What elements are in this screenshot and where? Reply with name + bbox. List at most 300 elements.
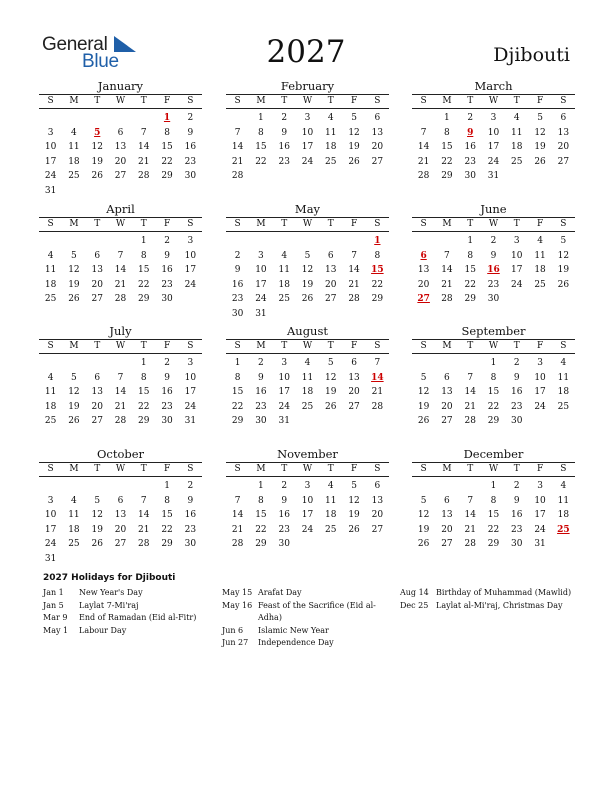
day-cell: 13 [371, 127, 384, 138]
day-cell: 24 [534, 401, 546, 412]
day-grid [226, 111, 389, 184]
day-cell: 11 [325, 495, 337, 506]
weekday-label: T [281, 464, 288, 474]
day-cell: 13 [114, 142, 127, 153]
day-cell: 21 [138, 156, 150, 167]
day-cell: 21 [464, 401, 476, 412]
day-cell: 15 [138, 387, 150, 398]
day-cell: 14 [231, 510, 244, 521]
day-cell: 11 [511, 127, 523, 138]
holiday-day-cell: 5 [94, 127, 101, 138]
month-name: January [97, 79, 144, 93]
day-cell: 31 [255, 308, 267, 319]
day-cell: 28 [371, 401, 384, 412]
empty-cell [319, 234, 342, 249]
day-cell: 2 [164, 236, 170, 246]
day-cell: 16 [231, 279, 244, 290]
empty-cell [109, 111, 132, 126]
day-cell: 11 [44, 387, 57, 398]
day-cell: 23 [184, 156, 197, 167]
day-cell: 4 [327, 481, 334, 491]
day-cell: 10 [487, 127, 500, 138]
day-grid [226, 356, 389, 429]
day-cell: 1 [490, 481, 497, 491]
month-name: December [463, 447, 524, 461]
weekday-label: T [281, 219, 288, 229]
day-cell: 3 [281, 358, 288, 368]
day-cell: 2 [513, 358, 520, 368]
day-cell: 22 [138, 401, 150, 412]
weekday-label: T [94, 464, 101, 474]
day-cell: 13 [91, 265, 103, 276]
day-cell: 19 [91, 524, 103, 535]
day-cell: 24 [278, 401, 290, 412]
weekday-label: S [47, 96, 54, 106]
day-cell: 20 [114, 524, 127, 535]
day-cell: 8 [490, 495, 497, 506]
day-grid [39, 356, 202, 429]
day-cell: 15 [161, 510, 173, 521]
day-cell: 25 [68, 171, 80, 182]
day-cell: 10 [255, 265, 267, 276]
holiday-entry [222, 625, 387, 638]
empty-cell [412, 356, 435, 371]
day-cell: 17 [534, 510, 546, 521]
day-cell: 1 [234, 358, 241, 368]
day-cell: 6 [117, 495, 124, 506]
holiday-name: Arafat Day [258, 588, 302, 597]
day-cell: 8 [164, 495, 170, 506]
empty-cell [435, 356, 458, 371]
day-cell: 30 [161, 416, 173, 427]
day-cell: 2 [258, 358, 264, 368]
month-september [412, 324, 575, 429]
day-cell: 5 [420, 495, 427, 506]
day-cell: 16 [161, 265, 173, 276]
day-cell: 29 [161, 171, 173, 182]
weekday-label: S [560, 464, 567, 474]
empty-cell [62, 479, 85, 494]
day-cell: 27 [371, 156, 384, 167]
day-cell: 4 [71, 495, 77, 506]
day-cell: 1 [467, 236, 474, 246]
day-cell: 22 [161, 524, 173, 535]
day-cell: 4 [47, 250, 54, 261]
day-cell: 18 [325, 142, 337, 153]
month-name: November [277, 447, 338, 461]
day-cell: 27 [91, 416, 103, 427]
day-cell: 18 [68, 156, 80, 167]
day-cell: 21 [464, 524, 476, 535]
empty-cell [342, 234, 365, 249]
day-cell: 24 [301, 524, 314, 535]
weekday-label: F [163, 96, 171, 106]
day-grid [412, 356, 575, 429]
holiday-day-cell: 16 [487, 265, 500, 276]
day-cell: 25 [68, 539, 80, 550]
day-cell: 26 [301, 294, 314, 305]
day-cell: 2 [281, 113, 288, 123]
day-cell: 19 [68, 401, 80, 412]
day-cell: 1 [164, 481, 170, 491]
weekday-label: W [115, 219, 126, 229]
day-cell: 11 [68, 142, 80, 153]
day-cell: 11 [534, 250, 546, 261]
day-cell: 10 [301, 495, 314, 506]
day-cell: 17 [278, 387, 290, 398]
day-cell: 9 [513, 495, 520, 506]
day-cell: 1 [258, 481, 264, 491]
weekday-label: W [115, 464, 126, 474]
day-cell: 5 [304, 250, 311, 261]
day-cell: 13 [348, 372, 360, 383]
day-cell: 14 [348, 265, 360, 276]
day-cell: 24 [487, 156, 500, 167]
day-cell: 8 [140, 250, 147, 261]
day-cell: 11 [68, 510, 80, 521]
weekday-label: M [69, 464, 79, 474]
weekday-label: M [69, 219, 79, 229]
day-cell: 29 [487, 416, 500, 427]
day-cell: 17 [301, 510, 314, 521]
weekday-label: T [94, 96, 101, 106]
day-cell: 21 [231, 524, 244, 535]
weekday-label: S [374, 219, 381, 229]
day-cell: 26 [417, 416, 430, 427]
day-cell: 23 [278, 156, 290, 167]
day-cell: 26 [348, 524, 360, 535]
weekday-label: M [256, 341, 266, 351]
day-cell: 26 [325, 401, 337, 412]
day-cell: 9 [281, 495, 288, 506]
day-cell: 3 [304, 113, 311, 123]
day-cell: 10 [278, 372, 290, 383]
day-cell: 23 [464, 156, 476, 167]
day-cell: 29 [255, 539, 267, 550]
day-cell: 26 [417, 539, 430, 550]
day-cell: 5 [71, 250, 77, 261]
day-cell: 24 [255, 294, 267, 305]
day-cell: 4 [71, 127, 77, 138]
empty-cell [62, 234, 85, 249]
weekday-label: T [467, 219, 474, 229]
weekday-label: S [420, 219, 427, 229]
weekday-label: T [327, 96, 334, 106]
weekday-label: T [281, 96, 288, 106]
day-cell: 25 [44, 294, 57, 305]
day-cell: 6 [444, 495, 450, 506]
weekday-label: T [513, 341, 520, 351]
day-cell: 8 [140, 372, 147, 383]
holiday-date: Jan 1 [43, 588, 64, 597]
day-cell: 11 [301, 372, 314, 383]
day-cell: 25 [278, 294, 290, 305]
day-cell: 18 [557, 387, 570, 398]
day-cell: 17 [511, 265, 523, 276]
empty-cell [296, 234, 319, 249]
day-cell: 6 [117, 127, 124, 138]
weekday-label: T [467, 341, 474, 351]
day-cell: 7 [117, 250, 124, 261]
day-cell: 7 [374, 358, 381, 368]
day-grid [412, 234, 575, 307]
day-cell: 20 [441, 524, 453, 535]
day-cell: 12 [68, 265, 80, 276]
day-cell: 14 [138, 142, 150, 153]
day-cell: 5 [420, 372, 427, 383]
holiday-entry [43, 587, 213, 600]
day-cell: 16 [511, 510, 523, 521]
day-cell: 3 [490, 113, 497, 123]
country-title: Djibouti [493, 44, 570, 66]
day-cell: 5 [537, 113, 543, 123]
day-cell: 29 [464, 294, 476, 305]
weekday-label: S [374, 464, 381, 474]
weekday-label: T [327, 341, 334, 351]
weekday-label: W [302, 341, 313, 351]
holiday-day-cell: 1 [374, 236, 381, 246]
day-cell: 2 [467, 113, 474, 123]
day-cell: 7 [140, 495, 147, 506]
month-july [39, 324, 202, 429]
day-cell: 18 [325, 510, 337, 521]
empty-cell [62, 111, 85, 126]
weekday-label: S [187, 464, 194, 474]
day-cell: 15 [487, 387, 500, 398]
day-cell: 8 [444, 127, 450, 138]
day-cell: 28 [231, 171, 244, 182]
day-cell: 6 [560, 113, 567, 123]
day-cell: 9 [234, 265, 241, 276]
weekday-label: T [513, 464, 520, 474]
day-cell: 19 [417, 401, 430, 412]
weekday-label: T [94, 341, 101, 351]
day-cell: 25 [511, 156, 523, 167]
weekday-label: M [256, 219, 266, 229]
day-cell: 22 [487, 401, 500, 412]
day-cell: 8 [490, 372, 497, 383]
weekday-label: S [187, 341, 194, 351]
day-cell: 30 [464, 171, 476, 182]
day-cell: 14 [464, 387, 476, 398]
weekday-label: S [374, 341, 381, 351]
day-grid [226, 234, 389, 322]
month-name: February [280, 79, 335, 93]
day-cell: 12 [417, 510, 430, 521]
day-cell: 26 [91, 171, 103, 182]
weekday-label: T [327, 219, 334, 229]
weekday-label: S [187, 96, 194, 106]
day-cell: 2 [187, 113, 194, 123]
day-cell: 20 [325, 279, 337, 290]
month-december [412, 447, 575, 552]
weekday-label: T [513, 96, 520, 106]
holiday-date: Jun 6 [222, 625, 244, 635]
month-october [39, 447, 202, 567]
year-title: 2027 [266, 34, 346, 70]
holiday-name: New Year's Day [79, 588, 143, 597]
day-cell: 27 [114, 171, 127, 182]
weekday-label: S [374, 96, 381, 106]
weekday-label: S [187, 219, 194, 229]
empty-cell [226, 479, 249, 494]
weekday-header [226, 462, 389, 477]
weekday-label: F [536, 96, 544, 106]
day-cell: 2 [234, 250, 241, 261]
day-cell: 6 [351, 358, 357, 368]
day-cell: 17 [184, 387, 197, 398]
day-grid [39, 234, 202, 307]
day-grid [412, 479, 575, 552]
day-cell: 28 [114, 294, 127, 305]
day-cell: 27 [348, 401, 360, 412]
day-cell: 9 [164, 372, 170, 383]
day-cell: 26 [68, 294, 80, 305]
day-cell: 30 [161, 294, 173, 305]
day-cell: 5 [327, 358, 334, 368]
day-cell: 29 [161, 539, 173, 550]
day-cell: 19 [534, 142, 546, 153]
weekday-label: F [350, 464, 358, 474]
day-cell: 28 [138, 171, 150, 182]
weekday-label: M [69, 341, 79, 351]
holiday-date: May 15 [222, 588, 253, 597]
weekday-label: S [234, 341, 241, 351]
day-grid [39, 479, 202, 567]
day-cell: 18 [557, 510, 570, 521]
day-cell: 1 [258, 113, 264, 123]
day-cell: 28 [231, 539, 244, 550]
day-cell: 23 [161, 279, 173, 290]
day-cell: 7 [234, 495, 241, 506]
day-cell: 19 [348, 142, 360, 153]
day-cell: 15 [255, 510, 267, 521]
day-cell: 11 [557, 372, 570, 383]
day-cell: 23 [161, 401, 173, 412]
day-cell: 14 [441, 265, 453, 276]
day-cell: 14 [114, 387, 127, 398]
day-cell: 2 [187, 481, 194, 491]
holiday-name: Feast of the Sacrifice (Eid al-Adha) [258, 600, 376, 622]
day-cell: 22 [138, 279, 150, 290]
holiday-date: Jan 5 [43, 600, 64, 610]
weekday-header [226, 217, 389, 232]
holiday-date: May 16 [222, 600, 253, 610]
day-cell: 18 [511, 142, 523, 153]
day-cell: 13 [325, 265, 337, 276]
day-cell: 29 [441, 171, 453, 182]
day-cell: 16 [511, 387, 523, 398]
day-cell: 4 [560, 358, 567, 368]
day-cell: 18 [534, 265, 546, 276]
day-cell: 13 [557, 127, 570, 138]
day-cell: 7 [467, 495, 474, 506]
empty-cell [86, 234, 109, 249]
holiday-name: Laylat 7-Mi'raj [79, 600, 139, 610]
day-cell: 28 [464, 539, 476, 550]
holiday-day-cell: 27 [417, 294, 430, 305]
weekday-label: S [234, 219, 241, 229]
weekday-label: S [47, 219, 54, 229]
day-cell: 10 [534, 495, 546, 506]
holiday-entry [222, 600, 387, 625]
weekday-label: T [140, 96, 147, 106]
month-name: April [106, 202, 135, 216]
day-cell: 14 [231, 142, 244, 153]
day-cell: 20 [371, 142, 384, 153]
day-cell: 17 [184, 265, 197, 276]
day-cell: 25 [301, 401, 314, 412]
empty-cell [62, 356, 85, 371]
day-cell: 22 [231, 401, 244, 412]
day-cell: 18 [68, 524, 80, 535]
day-cell: 28 [348, 294, 360, 305]
weekday-label: S [47, 464, 54, 474]
day-cell: 5 [71, 372, 77, 383]
weekday-label: S [47, 341, 54, 351]
logo-blue-text: Blue [82, 51, 119, 72]
day-cell: 29 [138, 416, 150, 427]
day-cell: 21 [441, 279, 453, 290]
day-cell: 23 [184, 524, 197, 535]
day-cell: 9 [164, 250, 170, 261]
day-cell: 27 [441, 539, 453, 550]
day-cell: 8 [164, 127, 170, 138]
holidays-title: 2027 Holidays for Djibouti [43, 573, 176, 583]
day-cell: 27 [371, 524, 384, 535]
day-cell: 28 [417, 171, 430, 182]
empty-cell [435, 479, 458, 494]
holiday-date: May 1 [43, 625, 69, 635]
day-cell: 21 [114, 401, 127, 412]
day-cell: 22 [487, 524, 500, 535]
weekday-label: F [536, 464, 544, 474]
day-cell: 30 [184, 539, 197, 550]
day-cell: 13 [114, 510, 127, 521]
empty-cell [412, 234, 435, 249]
day-cell: 6 [374, 113, 381, 123]
day-cell: 23 [231, 294, 244, 305]
month-april [39, 202, 202, 307]
day-cell: 7 [117, 372, 124, 383]
day-cell: 6 [444, 372, 450, 383]
day-cell: 29 [231, 416, 244, 427]
month-name: September [461, 324, 526, 338]
day-cell: 12 [417, 387, 430, 398]
day-cell: 25 [44, 416, 57, 427]
holiday-date: Jun 27 [222, 638, 249, 647]
day-cell: 2 [164, 358, 170, 368]
day-cell: 15 [231, 387, 244, 398]
day-cell: 7 [467, 372, 474, 383]
weekday-label: S [560, 96, 567, 106]
day-cell: 12 [348, 127, 360, 138]
day-cell: 20 [371, 510, 384, 521]
day-grid [39, 111, 202, 199]
day-cell: 4 [513, 113, 520, 123]
day-cell: 24 [511, 279, 523, 290]
empty-cell [86, 479, 109, 494]
day-cell: 27 [441, 416, 453, 427]
day-grid [226, 479, 389, 552]
weekday-label: F [536, 341, 544, 351]
weekday-header [226, 339, 389, 354]
day-cell: 26 [557, 279, 570, 290]
month-may [226, 202, 389, 322]
weekday-label: T [327, 464, 334, 474]
day-cell: 31 [278, 416, 290, 427]
holiday-name: End of Ramadan (Eid al-Fitr) [79, 613, 197, 622]
